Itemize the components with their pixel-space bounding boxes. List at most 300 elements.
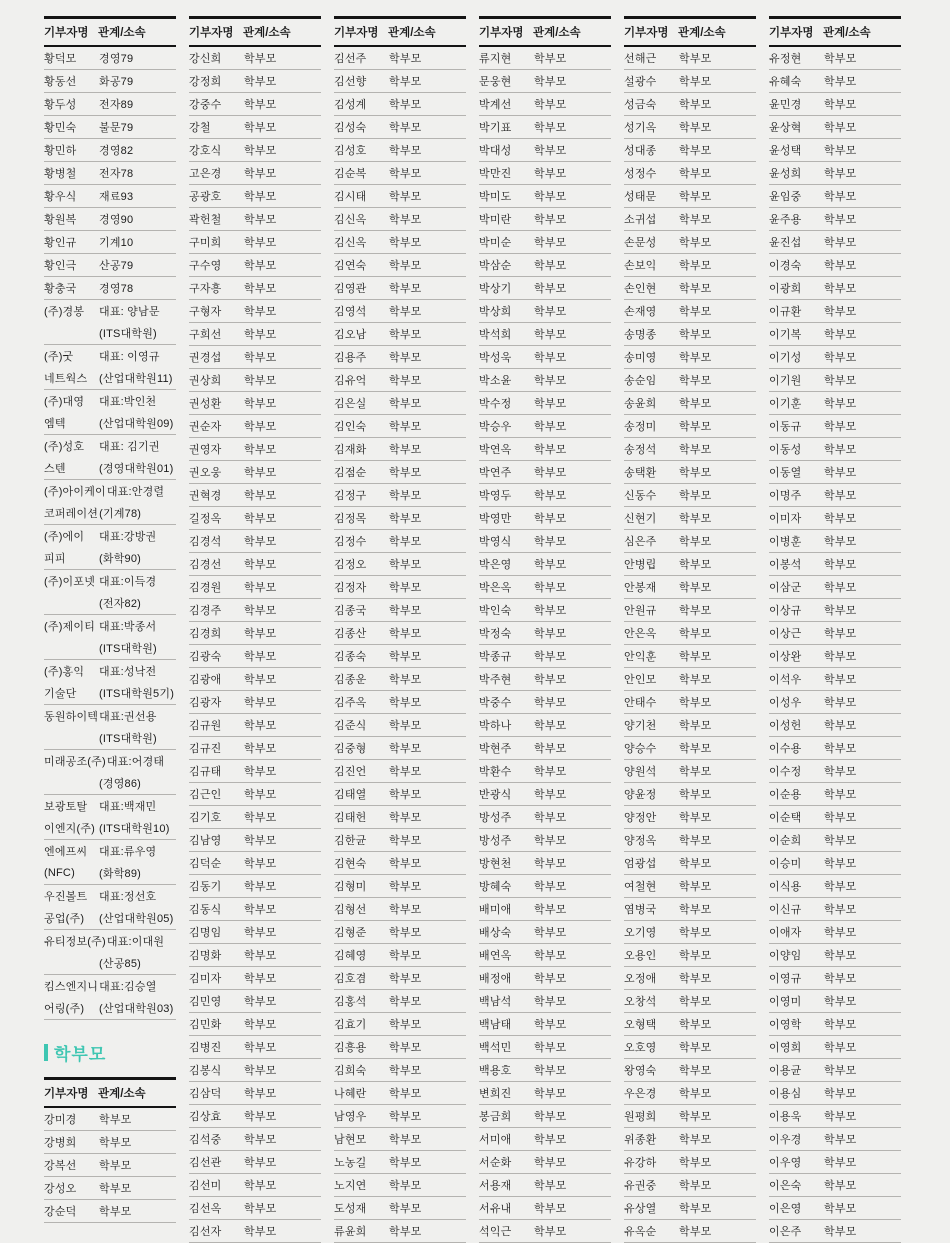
relation-cell: 학부모 xyxy=(679,398,712,410)
table-row xyxy=(189,691,321,714)
table-row-line xyxy=(189,139,321,161)
donor-name-cell: 구형자 xyxy=(189,306,222,318)
table-row xyxy=(44,705,176,750)
donor-name-cell: 오창석 xyxy=(624,996,657,1008)
table-row-line xyxy=(44,570,176,592)
relation-cell: 학부모 xyxy=(534,1065,567,1077)
donor-name-cell: 이미자 xyxy=(769,513,802,525)
relation-cell: 학부모 xyxy=(679,835,712,847)
donor-name-cell: 윤민경 xyxy=(769,99,802,111)
relation-cell: 학부모 xyxy=(244,674,277,686)
table-row-line xyxy=(44,615,176,637)
donor-name-cell: 오호영 xyxy=(624,1042,657,1054)
donor-name-cell: 황민하 xyxy=(44,145,77,157)
table-row-line xyxy=(624,1151,756,1173)
table-row-line xyxy=(479,208,611,230)
table-row xyxy=(479,1151,611,1174)
column-header-relation: 관계/소속 xyxy=(243,27,291,39)
table-row-line xyxy=(334,1036,466,1058)
donor-name-cell-line2: (NFC) xyxy=(44,867,75,879)
table-row xyxy=(334,139,466,162)
table-row xyxy=(624,1174,756,1197)
donor-name-cell: 이용심 xyxy=(769,1088,802,1100)
table-row-line xyxy=(189,507,321,529)
table-row-line xyxy=(334,898,466,920)
relation-cell-line2: (ITS대학원5기) xyxy=(99,688,175,700)
table-row-line xyxy=(479,1174,611,1196)
relation-cell: 학부모 xyxy=(389,536,422,548)
donor-name-cell: 동원하이텍 xyxy=(44,711,99,723)
relation-cell: 학부모 xyxy=(824,927,857,939)
donor-name-cell: 김민영 xyxy=(189,996,222,1008)
donor-name-cell: 박미란 xyxy=(479,214,512,226)
table-row xyxy=(624,1013,756,1036)
table-row xyxy=(334,898,466,921)
table-row-line xyxy=(189,438,321,460)
table-row-line xyxy=(334,921,466,943)
relation-cell: 대표:박종서 xyxy=(99,621,157,633)
table-row-line xyxy=(334,254,466,276)
table-row-line xyxy=(769,438,901,460)
donor-name-cell: 이양임 xyxy=(769,950,802,962)
table-row xyxy=(479,645,611,668)
relation-cell: 학부모 xyxy=(389,168,422,180)
table-row-line xyxy=(479,346,611,368)
table-row xyxy=(189,1174,321,1197)
table-row xyxy=(334,1105,466,1128)
relation-cell: 학부모 xyxy=(244,904,277,916)
relation-cell: 학부모 xyxy=(534,145,567,157)
table-row-line xyxy=(624,691,756,713)
relation-cell: 학부모 xyxy=(679,881,712,893)
table-row-line xyxy=(189,829,321,851)
table-row-line xyxy=(334,323,466,345)
table-row xyxy=(334,484,466,507)
donor-name-cell: 유권중 xyxy=(624,1180,657,1192)
donor-name-cell: (주)대영 xyxy=(44,396,85,408)
donor-name-cell: 김동식 xyxy=(189,904,222,916)
relation-cell: 학부모 xyxy=(389,306,422,318)
donor-name-cell: 김형준 xyxy=(334,927,367,939)
table-row-line xyxy=(334,668,466,690)
relation-cell: 학부모 xyxy=(534,76,567,88)
donor-name-cell: 김경원 xyxy=(189,582,222,594)
table-row-line xyxy=(479,645,611,667)
relation-cell: 학부모 xyxy=(679,99,712,111)
table-row-line xyxy=(334,300,466,322)
donor-name-cell: 김신옥 xyxy=(334,214,367,226)
table-row xyxy=(334,668,466,691)
relation-cell: 학부모 xyxy=(679,467,712,479)
table-row xyxy=(479,990,611,1013)
relation-cell-line2: (ITS대학원) xyxy=(99,733,157,745)
table-row xyxy=(44,570,176,615)
relation-cell: 학부모 xyxy=(679,168,712,180)
table-row xyxy=(479,737,611,760)
relation-cell: 학부모 xyxy=(679,904,712,916)
table-row-line xyxy=(44,885,176,907)
table-row-line xyxy=(44,1131,176,1153)
table-row xyxy=(334,944,466,967)
table-row xyxy=(44,300,176,345)
donor-name-cell: 구희선 xyxy=(189,329,222,341)
donor-name-cell: 박영두 xyxy=(479,490,512,502)
relation-cell: 학부모 xyxy=(389,1111,422,1123)
relation-cell: 학부모 xyxy=(534,283,567,295)
donor-name-cell: 킴스엔지니 xyxy=(44,981,99,993)
table-row xyxy=(769,622,901,645)
relation-cell: 학부모 xyxy=(244,1111,277,1123)
donor-name-cell: 이동성 xyxy=(769,444,802,456)
table-row xyxy=(769,208,901,231)
relation-cell: 학부모 xyxy=(244,835,277,847)
table-row-line xyxy=(189,898,321,920)
donor-name-cell: 박수정 xyxy=(479,398,512,410)
donor-name-cell: 이순희 xyxy=(769,835,802,847)
table-row xyxy=(769,1013,901,1036)
donor-name-cell: 김규진 xyxy=(189,743,222,755)
table-row xyxy=(479,392,611,415)
donor-name-cell: 박연옥 xyxy=(479,444,512,456)
table-row xyxy=(189,944,321,967)
table-row xyxy=(479,553,611,576)
table-row xyxy=(624,1197,756,1220)
table-row-line xyxy=(769,990,901,1012)
table-row-line xyxy=(624,576,756,598)
relation-cell: 학부모 xyxy=(824,1180,857,1192)
table-row xyxy=(769,507,901,530)
relation-cell: 학부모 xyxy=(244,1157,277,1169)
donor-name-cell: 이식용 xyxy=(769,881,802,893)
table-row xyxy=(624,714,756,737)
donor-name-cell: 김형미 xyxy=(334,881,367,893)
table-row-line xyxy=(334,116,466,138)
table-row-line xyxy=(189,1151,321,1173)
relation-cell: 학부모 xyxy=(679,122,712,134)
relation-cell: 학부모 xyxy=(244,329,277,341)
table-row xyxy=(334,392,466,415)
donor-name-cell: 김석중 xyxy=(189,1134,222,1146)
table-row xyxy=(769,231,901,254)
column-header-donor-name: 기부자명 xyxy=(334,27,379,39)
donor-name-cell: 권오웅 xyxy=(189,467,222,479)
table-row-line xyxy=(624,415,756,437)
table-row xyxy=(624,70,756,93)
table-row xyxy=(44,208,176,231)
table-row xyxy=(479,1059,611,1082)
table-row xyxy=(479,714,611,737)
donor-name-cell: 손보익 xyxy=(624,260,657,272)
table-row-line xyxy=(769,1128,901,1150)
table-row xyxy=(769,1059,901,1082)
table-row xyxy=(44,930,176,975)
relation-cell-line2: (산업대학원05) xyxy=(99,913,174,925)
table-row-line xyxy=(189,852,321,874)
donor-name-cell: 보광토탈 xyxy=(44,801,88,813)
relation-cell: 학부모 xyxy=(244,444,277,456)
table-row-line xyxy=(44,457,176,479)
relation-cell: 학부모 xyxy=(389,743,422,755)
donor-name-cell: 김순복 xyxy=(334,168,367,180)
table-row xyxy=(479,921,611,944)
table-row-line xyxy=(624,599,756,621)
table-row xyxy=(479,277,611,300)
table-row-line xyxy=(624,806,756,828)
donor-name-cell-line2: 피피 xyxy=(44,553,66,565)
relation-cell: 학부모 xyxy=(534,375,567,387)
donor-name-cell: 박환수 xyxy=(479,766,512,778)
table-row-line xyxy=(189,392,321,414)
donor-name-cell: 김점순 xyxy=(334,467,367,479)
donor-name-cell: 김동기 xyxy=(189,881,222,893)
donor-name-cell: 안원규 xyxy=(624,605,657,617)
table-row-line xyxy=(44,93,176,115)
donor-name-cell: 안봉재 xyxy=(624,582,657,594)
table-row-line xyxy=(334,783,466,805)
donor-name-cell: 김선향 xyxy=(334,76,367,88)
relation-cell: 학부모 xyxy=(244,927,277,939)
table-row-line xyxy=(44,997,176,1019)
table-row-line xyxy=(624,93,756,115)
table-row-line xyxy=(44,254,176,276)
donor-name-cell: 염병국 xyxy=(624,904,657,916)
donor-name-cell: 여철현 xyxy=(624,881,657,893)
relation-cell: 학부모 xyxy=(244,1203,277,1215)
relation-cell: 학부모 xyxy=(534,306,567,318)
relation-cell: 학부모 xyxy=(679,582,712,594)
table-row-line xyxy=(334,231,466,253)
relation-cell: 학부모 xyxy=(389,421,422,433)
table-row-line xyxy=(189,1220,321,1242)
donor-name-cell: 성대종 xyxy=(624,145,657,157)
table-row xyxy=(334,530,466,553)
relation-cell: 학부모 xyxy=(534,1203,567,1215)
table-row-line xyxy=(44,592,176,614)
table-row-line xyxy=(624,622,756,644)
table-row-line xyxy=(334,990,466,1012)
table-row xyxy=(44,231,176,254)
table-row-line xyxy=(624,162,756,184)
column-5 xyxy=(624,16,756,1243)
donor-name-cell: 안은옥 xyxy=(624,628,657,640)
relation-cell: 학부모 xyxy=(679,973,712,985)
relation-cell: 학부모 xyxy=(679,513,712,525)
table-row-line xyxy=(769,737,901,759)
table-row xyxy=(44,185,176,208)
donor-name-cell: 김경선 xyxy=(189,559,222,571)
table-row-line xyxy=(479,484,611,506)
table-row-line xyxy=(769,668,901,690)
relation-cell: 학부모 xyxy=(244,1042,277,1054)
relation-cell: 학부모 xyxy=(534,812,567,824)
table-row-line xyxy=(769,507,901,529)
relation-cell: 학부모 xyxy=(824,53,857,65)
table-row-line xyxy=(479,737,611,759)
relation-cell: 학부모 xyxy=(389,1226,422,1238)
donor-name-cell: 김봉식 xyxy=(189,1065,222,1077)
relation-cell: 학부모 xyxy=(824,260,857,272)
relation-cell: 학부모 xyxy=(824,559,857,571)
table-row xyxy=(334,599,466,622)
donor-name-cell: 이기훈 xyxy=(769,398,802,410)
donor-name-cell: 김기호 xyxy=(189,812,222,824)
relation-cell: 학부모 xyxy=(534,398,567,410)
relation-cell: 학부모 xyxy=(389,1088,422,1100)
table-row-line xyxy=(624,829,756,851)
donor-name-cell: 구미희 xyxy=(189,237,222,249)
table-row-line xyxy=(479,714,611,736)
relation-cell: 학부모 xyxy=(534,996,567,1008)
table-row-line xyxy=(334,277,466,299)
relation-cell: 학부모 xyxy=(534,260,567,272)
table-row xyxy=(334,829,466,852)
table-row-line xyxy=(334,691,466,713)
donor-name-cell: 이광희 xyxy=(769,283,802,295)
column-header-donor-name: 기부자명 xyxy=(44,27,89,39)
table-row-line xyxy=(334,47,466,69)
relation-cell: 학부모 xyxy=(389,375,422,387)
table-row xyxy=(624,691,756,714)
table-row xyxy=(189,829,321,852)
donor-name-cell: 황인규 xyxy=(44,237,77,249)
table-row-line xyxy=(769,760,901,782)
table-row-line xyxy=(624,967,756,989)
table-row-line xyxy=(769,622,901,644)
relation-cell: 학부모 xyxy=(389,812,422,824)
table-row xyxy=(624,323,756,346)
relation-cell: 학부모 xyxy=(244,283,277,295)
table-row xyxy=(334,93,466,116)
table-row-line xyxy=(624,898,756,920)
relation-cell: 학부모 xyxy=(389,996,422,1008)
donor-name-cell: 신현기 xyxy=(624,513,657,525)
table-row-line xyxy=(624,1013,756,1035)
table-row xyxy=(334,875,466,898)
table-row-line xyxy=(189,622,321,644)
donor-name-cell: 황우식 xyxy=(44,191,77,203)
table-row xyxy=(479,875,611,898)
relation-cell: 학부모 xyxy=(389,881,422,893)
relation-cell: 대표:이득경 xyxy=(99,576,157,588)
relation-cell: 학부모 xyxy=(534,191,567,203)
relation-cell: 학부모 xyxy=(389,513,422,525)
table-row xyxy=(334,645,466,668)
donor-name-cell: 강호식 xyxy=(189,145,222,157)
table-header-row xyxy=(44,1080,176,1108)
relation-cell: 학부모 xyxy=(534,122,567,134)
table-row-line xyxy=(479,392,611,414)
relation-cell: 학부모 xyxy=(534,1019,567,1031)
donor-name-cell: 박정숙 xyxy=(479,628,512,640)
table-row-line xyxy=(334,1013,466,1035)
table-row xyxy=(769,1128,901,1151)
relation-cell: 학부모 xyxy=(824,398,857,410)
table-row xyxy=(624,507,756,530)
table-row-line xyxy=(479,254,611,276)
relation-cell: 학부모 xyxy=(389,789,422,801)
table-row-line xyxy=(334,1197,466,1219)
donor-name-cell: 김상효 xyxy=(189,1111,222,1123)
relation-cell: 대표:정선호 xyxy=(99,891,157,903)
table-row xyxy=(334,714,466,737)
table-header-row xyxy=(624,19,756,47)
donor-name-cell: 이수정 xyxy=(769,766,802,778)
donor-name-cell: 문웅현 xyxy=(479,76,512,88)
table-row-line xyxy=(44,840,176,862)
table-row-line xyxy=(769,1151,901,1173)
relation-cell: 학부모 xyxy=(389,352,422,364)
donor-name-cell: 박인숙 xyxy=(479,605,512,617)
table-row-line xyxy=(189,208,321,230)
table-row xyxy=(334,277,466,300)
donor-name-cell: 윤진섭 xyxy=(769,237,802,249)
relation-cell: 학부모 xyxy=(389,720,422,732)
table-row xyxy=(189,921,321,944)
table-row xyxy=(189,507,321,530)
table-row xyxy=(479,300,611,323)
table-row-line xyxy=(479,622,611,644)
relation-cell: 학부모 xyxy=(824,76,857,88)
table-row-line xyxy=(624,254,756,276)
table-row xyxy=(334,47,466,70)
donor-name-cell: 엄광섭 xyxy=(624,858,657,870)
table-row-line xyxy=(769,1082,901,1104)
table-row xyxy=(624,277,756,300)
table-row-line xyxy=(334,852,466,874)
donor-name-cell: 김경석 xyxy=(189,536,222,548)
donor-name-cell: 김유억 xyxy=(334,375,367,387)
table-row-line xyxy=(334,1128,466,1150)
table-row-line xyxy=(479,277,611,299)
relation-cell: 학부모 xyxy=(534,237,567,249)
donor-name-cell: 성금숙 xyxy=(624,99,657,111)
donor-table-parents-6 xyxy=(769,16,901,1243)
table-row xyxy=(769,898,901,921)
table-row-line xyxy=(189,599,321,621)
donor-name-cell: 김선관 xyxy=(189,1157,222,1169)
relation-cell: 학부모 xyxy=(679,697,712,709)
relation-cell: 학부모 xyxy=(824,1134,857,1146)
relation-cell: 학부모 xyxy=(244,168,277,180)
relation-cell: 학부모 xyxy=(679,605,712,617)
table-row-line xyxy=(189,323,321,345)
donor-name-cell: 김정오 xyxy=(334,559,367,571)
table-row xyxy=(189,116,321,139)
table-row-line xyxy=(189,415,321,437)
donor-name-cell-line2: 이엔지(주) xyxy=(44,823,96,835)
relation-cell: 학부모 xyxy=(824,1111,857,1123)
table-row xyxy=(769,875,901,898)
relation-cell: 학부모 xyxy=(824,674,857,686)
table-row xyxy=(624,93,756,116)
relation-cell: 학부모 xyxy=(824,1226,857,1238)
table-row-line xyxy=(44,345,176,367)
column-header-relation: 관계/소속 xyxy=(98,1088,146,1100)
table-row xyxy=(769,438,901,461)
donor-name-cell: 박대성 xyxy=(479,145,512,157)
relation-cell: 학부모 xyxy=(389,99,422,111)
relation-cell: 학부모 xyxy=(534,674,567,686)
relation-cell: 학부모 xyxy=(389,283,422,295)
donor-name-cell: 배미애 xyxy=(479,904,512,916)
relation-cell: 학부모 xyxy=(679,789,712,801)
relation-cell: 학부모 xyxy=(534,1180,567,1192)
relation-cell: 학부모 xyxy=(534,628,567,640)
relation-cell: 대표:어경태 xyxy=(106,756,165,768)
relation-cell-line2: (산공85) xyxy=(99,958,142,970)
donor-name-cell: 박종규 xyxy=(479,651,512,663)
table-row-line xyxy=(334,599,466,621)
